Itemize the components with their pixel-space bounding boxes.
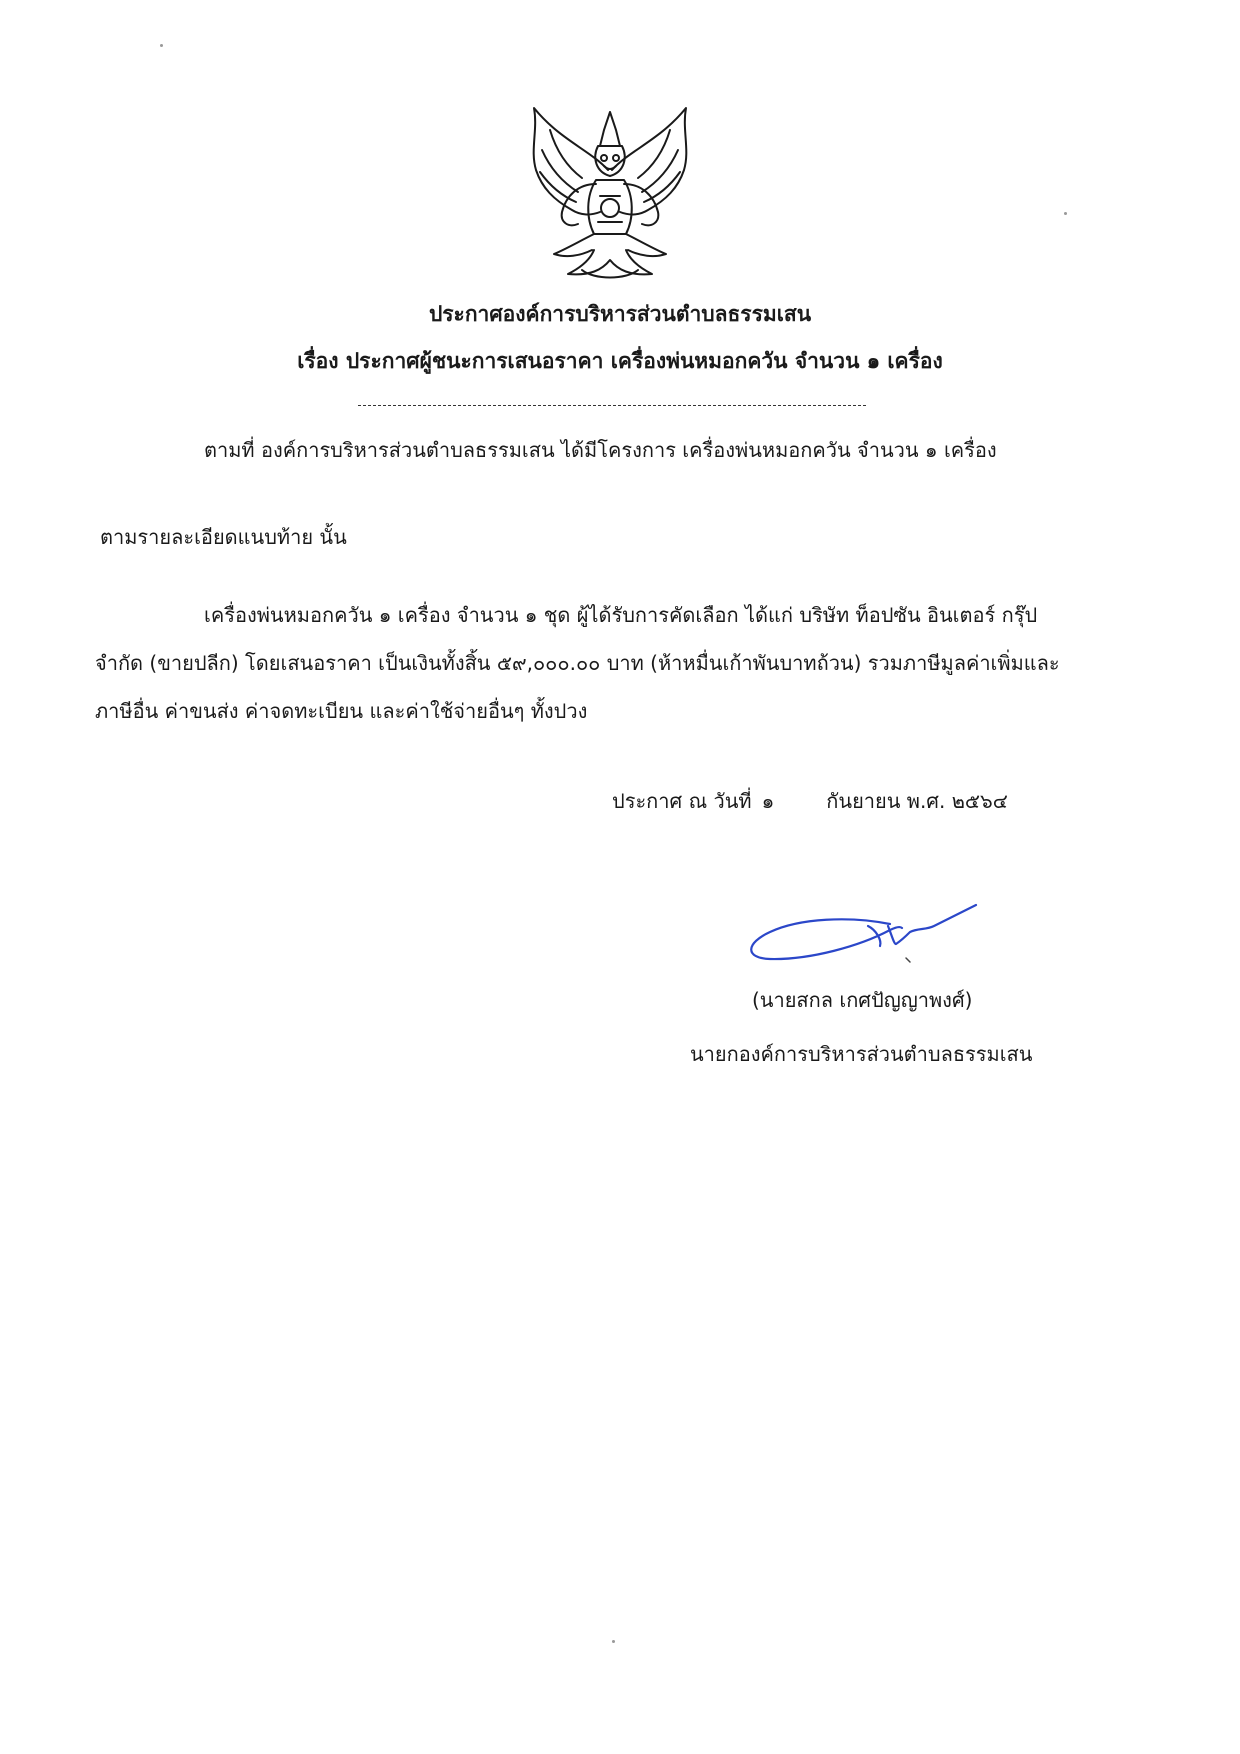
paragraph-1-line-1: ตามที่ องค์การบริหารส่วนตำบลธรรมเสน ได้มีโครงการ เครื่องพ่นหมอกควัน จำนวน ๑ เครื่อง <box>204 438 997 462</box>
announcement-title: ประกาศองค์การบริหารส่วนตำบลธรรมเสน <box>428 302 812 326</box>
paragraph-2-line-3: ภาษีอื่น ค่าขนส่ง ค่าจดทะเบียน และค่าใช้จ่ายอื่นๆ ทั้งปวง <box>95 699 588 723</box>
paragraph-2-line-1: เครื่องพ่นหมอกควัน ๑ เครื่อง จำนวน ๑ ชุด ผู้ได้รับการคัดเลือก ได้แก่ บริษัท ท็อปซัน อินเตอร์ กรุ๊ป <box>204 603 1038 627</box>
garuda-emblem-icon <box>520 100 700 286</box>
signer-position: นายกองค์การบริหารส่วนตำบลธรรมเสน <box>690 1042 1033 1066</box>
announcement-subject: เรื่อง ประกาศผู้ชนะการเสนอราคา เครื่องพ่นหมอกควัน จำนวน ๑ เครื่อง <box>297 349 943 373</box>
scan-speck <box>612 1640 615 1643</box>
signer-name: (นายสกล เกศปัญญาพงศ์) <box>752 988 973 1012</box>
scan-speck <box>160 44 163 47</box>
separator-rule <box>358 405 866 406</box>
date-day: ๑ <box>761 789 775 813</box>
paragraph-2-line-2: จำกัด (ขายปลีก) โดยเสนอราคา เป็นเงินทั้งสิ้น ๕๙,๐๐๐.๐๐ บาท (ห้าหมื่นเก้าพันบาทถ้วน) รวมภาษีมูลค่าเพิ่มและ <box>95 651 1060 675</box>
announcement-date <box>612 789 1008 813</box>
paragraph-1-line-2: ตามรายละเอียดแนบท้าย นั้น <box>100 525 347 549</box>
date-month-year: กันยายน พ.ศ. ๒๕๖๔ <box>826 789 1008 813</box>
signature-icon <box>740 880 980 970</box>
date-prefix: ประกาศ ณ วันที่ <box>612 789 752 813</box>
scan-speck <box>1064 212 1067 215</box>
